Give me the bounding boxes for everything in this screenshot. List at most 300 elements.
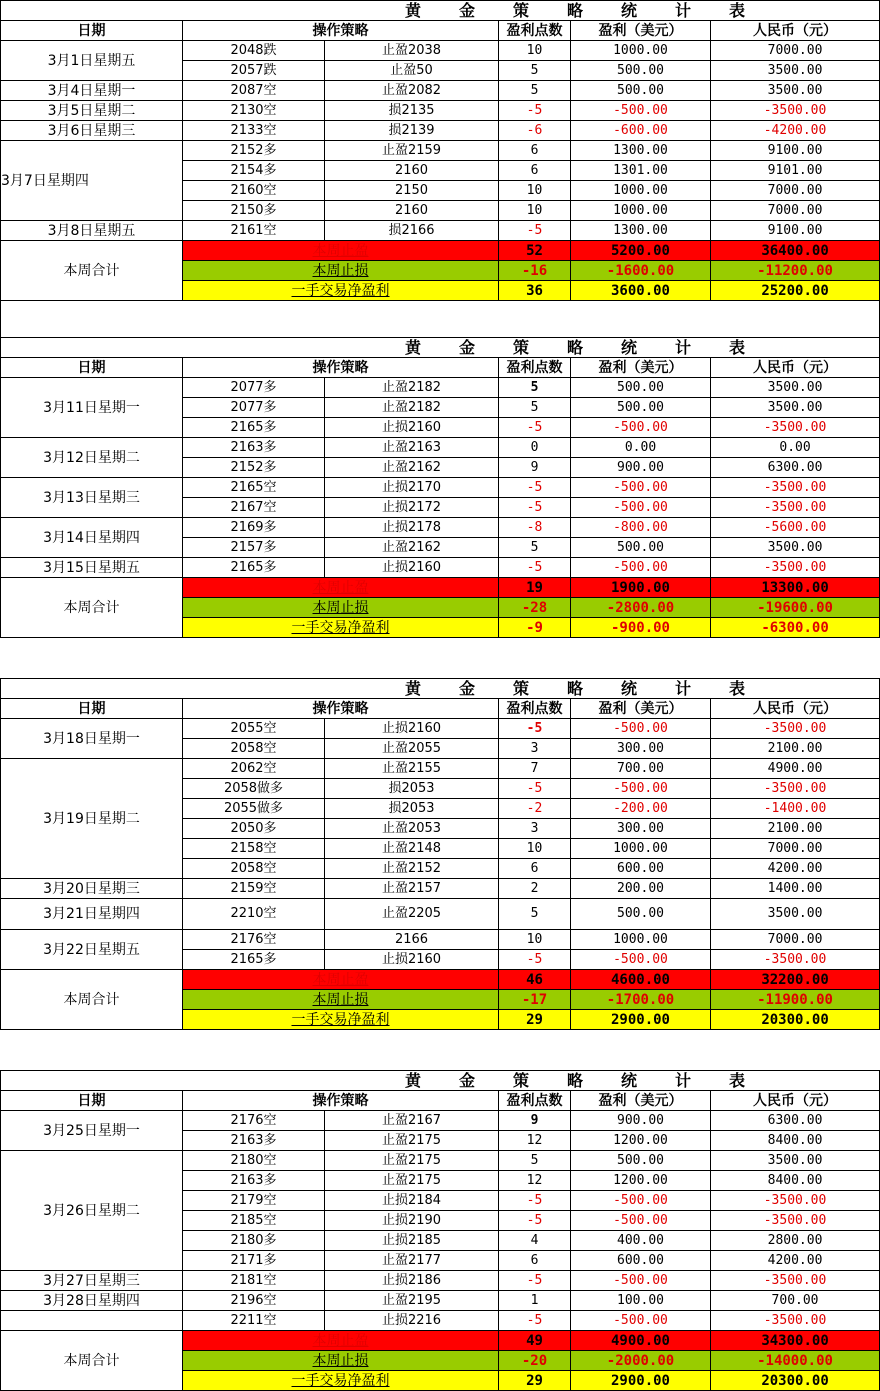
summary-rmb[interactable]: -6300.00 [711,618,880,638]
operation-cell[interactable]: 2163多 [183,1171,325,1191]
usd-cell[interactable]: -500.00 [571,1191,711,1211]
rmb-cell[interactable]: 700.00 [711,1291,880,1311]
points-cell[interactable]: -6 [499,121,571,141]
rmb-cell[interactable]: 7000.00 [711,181,880,201]
strategy-cell[interactable]: 止损2160 [325,950,499,970]
summary-rmb[interactable]: 20300.00 [711,1010,880,1030]
operation-cell[interactable]: 2210空 [183,899,325,930]
strategy-cell[interactable]: 止损2184 [325,1191,499,1211]
operation-cell[interactable]: 2057跌 [183,61,325,81]
rmb-cell[interactable]: 7000.00 [711,41,880,61]
operation-cell[interactable]: 2163多 [183,1131,325,1151]
summary-points[interactable]: 29 [499,1010,571,1030]
points-cell[interactable]: 0 [499,438,571,458]
rmb-cell[interactable]: -5600.00 [711,518,880,538]
rmb-cell[interactable]: -3500.00 [711,478,880,498]
rmb-cell[interactable]: -1400.00 [711,799,880,819]
strategy-cell[interactable]: 止损2190 [325,1211,499,1231]
strategy-cell[interactable]: 2166 [325,930,499,950]
title-char: 统 [621,1070,638,1090]
usd-cell[interactable]: -600.00 [571,121,711,141]
summary-points[interactable]: -16 [499,261,571,281]
usd-cell[interactable]: -500.00 [571,558,711,578]
header-rmb: 人民币（元） [711,21,880,41]
header-usd: 盈利（美元） [571,699,711,719]
strategy-cell[interactable]: 2150 [325,181,499,201]
usd-cell[interactable]: 600.00 [571,1251,711,1271]
strategy-cell[interactable]: 止损2185 [325,1231,499,1251]
points-cell[interactable]: -5 [499,950,571,970]
rmb-cell[interactable]: 3500.00 [711,899,880,930]
operation-cell[interactable]: 2058做多 [183,779,325,799]
operation-cell[interactable]: 2165多 [183,950,325,970]
operation-cell[interactable]: 2158空 [183,839,325,859]
strategy-cell[interactable]: 止盈2053 [325,819,499,839]
rmb-cell[interactable]: -3500.00 [711,101,880,121]
points-cell[interactable]: 6 [499,141,571,161]
strategy-cell[interactable]: 损2139 [325,121,499,141]
rmb-cell[interactable]: 3500.00 [711,61,880,81]
points-cell[interactable]: 12 [499,1171,571,1191]
usd-cell[interactable]: -500.00 [571,719,711,739]
usd-cell[interactable]: 1000.00 [571,930,711,950]
points-cell[interactable]: -8 [499,518,571,538]
date-cell[interactable]: 3月20日星期三 [1,879,183,899]
rmb-cell[interactable]: -3500.00 [711,558,880,578]
usd-cell[interactable]: -500.00 [571,1211,711,1231]
rmb-cell[interactable]: 2800.00 [711,1231,880,1251]
usd-cell[interactable]: 700.00 [571,759,711,779]
operation-cell[interactable]: 2163多 [183,438,325,458]
date-cell[interactable]: 3月21日星期四 [1,899,183,930]
rmb-cell[interactable]: 6300.00 [711,458,880,478]
operation-cell[interactable]: 2180多 [183,1231,325,1251]
rmb-cell[interactable]: 9100.00 [711,221,880,241]
points-cell[interactable]: -5 [499,498,571,518]
summary-rmb[interactable]: 34300.00 [711,1331,880,1351]
operation-cell[interactable]: 2077多 [183,398,325,418]
usd-cell[interactable]: -500.00 [571,950,711,970]
rmb-cell[interactable]: 3500.00 [711,1151,880,1171]
strategy-cell[interactable]: 止损2160 [325,418,499,438]
operation-cell[interactable]: 2048跌 [183,41,325,61]
table-row [1,221,880,241]
operation-cell[interactable]: 2058空 [183,739,325,759]
points-cell[interactable]: 5 [499,378,571,398]
strategy-cell[interactable]: 止损2186 [325,1271,499,1291]
points-cell[interactable]: 6 [499,161,571,181]
date-cell[interactable]: 3月15日星期五 [1,558,183,578]
rmb-cell[interactable]: -3500.00 [711,719,880,739]
points-cell[interactable]: -2 [499,799,571,819]
rmb-cell[interactable]: 7000.00 [711,839,880,859]
summary-usd[interactable]: -1700.00 [571,990,711,1010]
usd-cell[interactable]: 1300.00 [571,141,711,161]
strategy-cell[interactable]: 止盈2159 [325,141,499,161]
strategy-cell[interactable]: 止盈50 [325,61,499,81]
points-cell[interactable]: -5 [499,1211,571,1231]
summary-points[interactable]: -9 [499,618,571,638]
strategy-cell[interactable]: 止损2160 [325,719,499,739]
operation-cell[interactable]: 2211空 [183,1311,325,1331]
rmb-cell[interactable]: 9100.00 [711,141,880,161]
summary-points[interactable]: -28 [499,598,571,618]
operation-cell[interactable]: 2133空 [183,121,325,141]
points-cell[interactable]: -5 [499,101,571,121]
usd-cell[interactable]: 500.00 [571,61,711,81]
summary-usd[interactable]: 4900.00 [571,1331,711,1351]
usd-cell[interactable]: 300.00 [571,819,711,839]
operation-cell[interactable]: 2152多 [183,458,325,478]
strategy-cell[interactable]: 止盈2082 [325,81,499,101]
strategy-cell[interactable]: 止盈2162 [325,538,499,558]
points-cell[interactable]: 9 [499,1111,571,1131]
strategy-cell[interactable]: 止盈2182 [325,378,499,398]
title-char: 统 [621,337,638,357]
operation-cell[interactable]: 2181空 [183,1271,325,1291]
operation-cell[interactable]: 2160空 [183,181,325,201]
usd-cell[interactable]: 0.00 [571,438,711,458]
table-row [1,759,880,779]
points-cell[interactable]: -5 [499,719,571,739]
rmb-cell[interactable]: 3500.00 [711,378,880,398]
usd-cell[interactable]: -500.00 [571,1311,711,1331]
table-row [1,141,880,161]
operation-cell[interactable]: 2157多 [183,538,325,558]
summary-usd[interactable]: -2800.00 [571,598,711,618]
title-char: 略 [567,337,584,357]
rmb-cell[interactable]: -3500.00 [711,1211,880,1231]
usd-cell[interactable]: 500.00 [571,81,711,101]
operation-cell[interactable]: 2167空 [183,498,325,518]
operation-cell[interactable]: 2169多 [183,518,325,538]
rmb-cell[interactable]: -3500.00 [711,1311,880,1331]
strategy-cell[interactable]: 止盈2167 [325,1111,499,1131]
operation-cell[interactable]: 2165多 [183,418,325,438]
date-cell[interactable]: 3月11日星期一 [1,378,183,438]
date-cell[interactable]: 3月12日星期二 [1,438,183,478]
summary-points[interactable]: 52 [499,241,571,261]
weekly-total-label: 本周合计 [1,1331,183,1391]
operation-cell[interactable]: 2165空 [183,478,325,498]
rmb-cell[interactable]: 8400.00 [711,1171,880,1191]
rmb-cell[interactable]: 3500.00 [711,398,880,418]
usd-cell[interactable]: 1000.00 [571,201,711,221]
points-cell[interactable]: 3 [499,739,571,759]
points-cell[interactable]: 12 [499,1131,571,1151]
operation-cell[interactable]: 2154多 [183,161,325,181]
strategy-cell[interactable]: 止损2172 [325,498,499,518]
operation-cell[interactable]: 2152多 [183,141,325,161]
date-cell[interactable]: 3月13日星期三 [1,478,183,518]
strategy-cell[interactable]: 损2053 [325,779,499,799]
usd-cell[interactable]: -500.00 [571,418,711,438]
rmb-cell[interactable]: 9101.00 [711,161,880,181]
header-points: 盈利点数 [499,1091,571,1111]
points-cell[interactable]: 6 [499,1251,571,1271]
points-cell[interactable]: 5 [499,1151,571,1171]
usd-cell[interactable]: 500.00 [571,378,711,398]
summary-rmb[interactable]: -19600.00 [711,598,880,618]
title-char: 黄 [405,678,422,698]
strategy-cell[interactable]: 止盈2038 [325,41,499,61]
strategy-cell[interactable]: 止损2160 [325,558,499,578]
date-cell[interactable]: 3月25日星期一 [1,1111,183,1151]
strategy-cell[interactable]: 止盈2163 [325,438,499,458]
strategy-cell[interactable]: 止盈2175 [325,1151,499,1171]
summary-rmb[interactable]: -11900.00 [711,990,880,1010]
date-cell[interactable]: 3月27日星期三 [1,1271,183,1291]
header-strategy: 操作策略 [183,21,499,41]
strategy-cell[interactable]: 2160 [325,161,499,181]
usd-cell[interactable]: 200.00 [571,879,711,899]
summary-usd[interactable]: -2000.00 [571,1351,711,1371]
summary-usd[interactable]: 3600.00 [571,281,711,301]
summary-label-win: 本周止盈 [183,578,499,598]
date-cell[interactable] [1,1311,183,1331]
summary-row-win [1,970,880,990]
rmb-cell[interactable]: 2100.00 [711,819,880,839]
points-cell[interactable]: 5 [499,398,571,418]
usd-cell[interactable]: 1301.00 [571,161,711,181]
strategy-cell[interactable]: 止盈2148 [325,839,499,859]
summary-usd[interactable]: 2900.00 [571,1371,711,1391]
summary-rmb[interactable]: -11200.00 [711,261,880,281]
usd-cell[interactable]: -200.00 [571,799,711,819]
rmb-cell[interactable]: 4200.00 [711,1251,880,1271]
rmb-cell[interactable]: -3500.00 [711,498,880,518]
operation-cell[interactable]: 2185空 [183,1211,325,1231]
summary-usd[interactable]: 1900.00 [571,578,711,598]
summary-points[interactable]: -20 [499,1351,571,1371]
table-row [1,930,880,950]
usd-cell[interactable]: -500.00 [571,779,711,799]
strategy-cell[interactable]: 止盈2175 [325,1171,499,1191]
usd-cell[interactable]: 900.00 [571,1111,711,1131]
usd-cell[interactable]: -500.00 [571,1271,711,1291]
points-cell[interactable]: 6 [499,859,571,879]
summary-label-net: 一手交易净盈利 [183,618,499,638]
date-cell[interactable]: 3月26日星期二 [1,1151,183,1271]
table-row [1,1271,880,1291]
operation-cell[interactable]: 2171多 [183,1251,325,1271]
title-char: 策 [513,678,530,698]
usd-cell[interactable]: 900.00 [571,458,711,478]
date-cell[interactable]: 3月19日星期二 [1,759,183,879]
points-cell[interactable]: -5 [499,779,571,799]
points-cell[interactable]: -5 [499,221,571,241]
points-cell[interactable]: 9 [499,458,571,478]
points-cell[interactable]: 10 [499,181,571,201]
usd-cell[interactable]: 300.00 [571,739,711,759]
rmb-cell[interactable]: 3500.00 [711,538,880,558]
strategy-cell[interactable]: 止盈2157 [325,879,499,899]
points-cell[interactable]: 5 [499,81,571,101]
date-cell[interactable]: 3月18日星期一 [1,719,183,759]
strategy-cell[interactable]: 止盈2055 [325,739,499,759]
summary-usd[interactable]: 5200.00 [571,241,711,261]
points-cell[interactable]: -5 [499,1311,571,1331]
usd-cell[interactable]: 1000.00 [571,839,711,859]
operation-cell[interactable]: 2161空 [183,221,325,241]
usd-cell[interactable]: 400.00 [571,1231,711,1251]
strategy-cell[interactable]: 损2166 [325,221,499,241]
usd-cell[interactable]: 100.00 [571,1291,711,1311]
points-cell[interactable]: 4 [499,1231,571,1251]
strategy-cell[interactable]: 止盈2175 [325,1131,499,1151]
usd-cell[interactable]: 1200.00 [571,1131,711,1151]
points-cell[interactable]: -5 [499,1191,571,1211]
operation-cell[interactable]: 2077多 [183,378,325,398]
points-cell[interactable]: 10 [499,41,571,61]
table-row [1,518,880,538]
summary-usd[interactable]: -1600.00 [571,261,711,281]
summary-usd[interactable]: 4600.00 [571,970,711,990]
strategy-cell[interactable]: 止损2216 [325,1311,499,1331]
summary-label-loss: 本周止损 [183,598,499,618]
summary-points[interactable]: 49 [499,1331,571,1351]
operation-cell[interactable]: 2062空 [183,759,325,779]
rmb-cell[interactable]: 6300.00 [711,1111,880,1131]
points-cell[interactable]: 5 [499,899,571,930]
summary-label-win: 本周止盈 [183,1331,499,1351]
operation-cell[interactable]: 2165多 [183,558,325,578]
points-cell[interactable]: 2 [499,879,571,899]
usd-cell[interactable]: -800.00 [571,518,711,538]
operation-cell[interactable]: 2159空 [183,879,325,899]
date-cell[interactable]: 3月22日星期五 [1,930,183,970]
rmb-cell[interactable]: 4900.00 [711,759,880,779]
summary-points[interactable]: 36 [499,281,571,301]
summary-usd[interactable]: -900.00 [571,618,711,638]
points-cell[interactable]: 10 [499,930,571,950]
usd-cell[interactable]: 1000.00 [571,41,711,61]
operation-cell[interactable]: 2130空 [183,101,325,121]
table-row [1,41,880,61]
points-cell[interactable]: 1 [499,1291,571,1311]
usd-cell[interactable]: 500.00 [571,899,711,930]
table-row [1,438,880,458]
rmb-cell[interactable]: -3500.00 [711,418,880,438]
usd-cell[interactable]: 600.00 [571,859,711,879]
summary-points[interactable]: -17 [499,990,571,1010]
summary-label-win: 本周止盈 [183,970,499,990]
strategy-cell[interactable]: 止损2170 [325,478,499,498]
operation-cell[interactable]: 2176空 [183,1111,325,1131]
strategy-cell[interactable]: 止盈2182 [325,398,499,418]
date-cell[interactable]: 3月7日星期四 [1,141,183,221]
title-char: 表 [729,337,746,357]
usd-cell[interactable]: 500.00 [571,398,711,418]
rmb-cell[interactable]: 7000.00 [711,930,880,950]
usd-cell[interactable]: 1200.00 [571,1171,711,1191]
rmb-cell[interactable]: 7000.00 [711,201,880,221]
summary-points[interactable]: 19 [499,578,571,598]
operation-cell[interactable]: 2050多 [183,819,325,839]
operation-cell[interactable]: 2150多 [183,201,325,221]
summary-points[interactable]: 29 [499,1371,571,1391]
title-char: 计 [675,678,692,698]
header-points: 盈利点数 [499,358,571,378]
strategy-cell[interactable]: 止损2178 [325,518,499,538]
operation-cell[interactable]: 2055做多 [183,799,325,819]
date-cell[interactable]: 3月14日星期四 [1,518,183,558]
strategy-cell[interactable]: 止盈2155 [325,759,499,779]
summary-usd[interactable]: 2900.00 [571,1010,711,1030]
strategy-cell[interactable]: 损2053 [325,799,499,819]
summary-rmb[interactable]: 36400.00 [711,241,880,261]
strategy-cell[interactable]: 止盈2195 [325,1291,499,1311]
strategy-cell[interactable]: 止盈2152 [325,859,499,879]
points-cell[interactable]: 10 [499,839,571,859]
operation-cell[interactable]: 2055空 [183,719,325,739]
rmb-cell[interactable]: -3500.00 [711,1191,880,1211]
strategy-cell[interactable]: 止盈2162 [325,458,499,478]
points-cell[interactable]: -5 [499,478,571,498]
summary-rmb[interactable]: 13300.00 [711,578,880,598]
summary-points[interactable]: 46 [499,970,571,990]
strategy-cell[interactable]: 损2135 [325,101,499,121]
summary-rmb[interactable]: 32200.00 [711,970,880,990]
rmb-cell[interactable]: 2100.00 [711,739,880,759]
rmb-cell[interactable]: -3500.00 [711,1271,880,1291]
date-cell[interactable]: 3月28日星期四 [1,1291,183,1311]
operation-cell[interactable]: 2176空 [183,930,325,950]
operation-cell[interactable]: 2179空 [183,1191,325,1211]
summary-rmb[interactable]: 20300.00 [711,1371,880,1391]
points-cell[interactable]: 3 [499,819,571,839]
points-cell[interactable]: 7 [499,759,571,779]
date-cell[interactable]: 3月5日星期二 [1,101,183,121]
points-cell[interactable]: 5 [499,61,571,81]
rmb-cell[interactable]: 4200.00 [711,859,880,879]
points-cell[interactable]: -5 [499,1271,571,1291]
rmb-cell[interactable]: -3500.00 [711,779,880,799]
rmb-cell[interactable]: -3500.00 [711,950,880,970]
rmb-cell[interactable]: 8400.00 [711,1131,880,1151]
usd-cell[interactable]: 1300.00 [571,221,711,241]
rmb-cell[interactable]: 3500.00 [711,81,880,101]
usd-cell[interactable]: 500.00 [571,538,711,558]
date-cell[interactable]: 3月1日星期五 [1,41,183,81]
usd-cell[interactable]: -500.00 [571,478,711,498]
rmb-cell[interactable]: -4200.00 [711,121,880,141]
operation-cell[interactable]: 2087空 [183,81,325,101]
strategy-cell[interactable]: 止盈2205 [325,899,499,930]
operation-cell[interactable]: 2180空 [183,1151,325,1171]
operation-cell[interactable]: 2058空 [183,859,325,879]
points-cell[interactable]: -5 [499,558,571,578]
usd-cell[interactable]: 500.00 [571,1151,711,1171]
summary-rmb[interactable]: 25200.00 [711,281,880,301]
operation-cell[interactable]: 2196空 [183,1291,325,1311]
date-cell[interactable]: 3月8日星期五 [1,221,183,241]
rmb-cell[interactable]: 1400.00 [711,879,880,899]
usd-cell[interactable]: -500.00 [571,101,711,121]
points-cell[interactable]: 10 [499,201,571,221]
usd-cell[interactable]: -500.00 [571,498,711,518]
usd-cell[interactable]: 1000.00 [571,181,711,201]
points-cell[interactable]: 5 [499,538,571,558]
rmb-cell[interactable]: 0.00 [711,438,880,458]
date-cell[interactable]: 3月6日星期三 [1,121,183,141]
points-cell[interactable]: -5 [499,418,571,438]
strategy-cell[interactable]: 2160 [325,201,499,221]
table-row [1,378,880,398]
summary-rmb[interactable]: -14000.00 [711,1351,880,1371]
strategy-cell[interactable]: 止盈2177 [325,1251,499,1271]
date-cell[interactable]: 3月4日星期一 [1,81,183,101]
